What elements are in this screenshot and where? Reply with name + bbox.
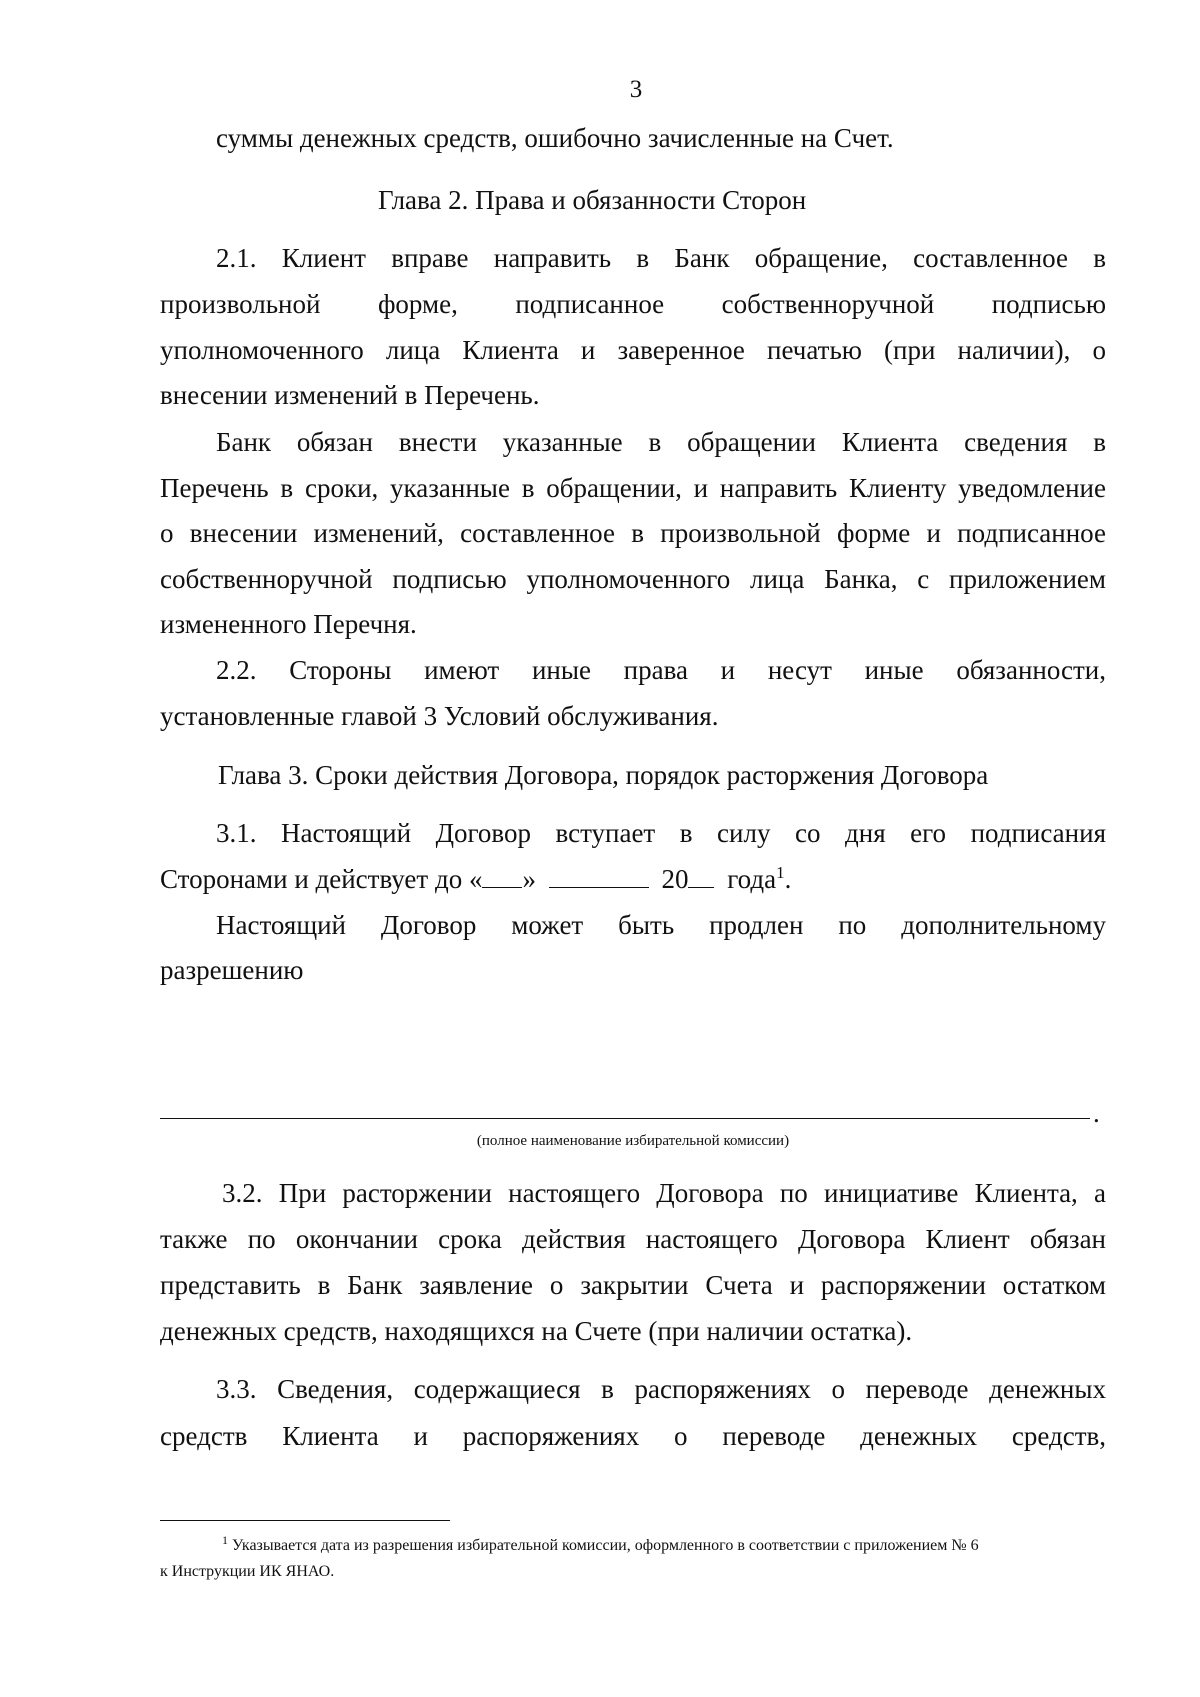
year-blank[interactable]	[688, 865, 714, 888]
paragraph-3-2-line: 3.2. При расторжении настоящего Договора по инициативе Клиента, а	[222, 1178, 1106, 1208]
footnote-reference[interactable]: 1	[776, 863, 785, 882]
paragraph-3-2-line: также по окончании срока действия настоящего Договора Клиент обязан	[160, 1224, 1106, 1254]
day-blank[interactable]	[482, 865, 522, 888]
paragraph-3-1-line: 3.1. Настоящий Договор вступает в силу со дня его подписания	[216, 818, 1106, 848]
paragraph-extension-line: разрешению	[160, 955, 304, 985]
paragraph-3-2-line: представить в Банк заявление о закрытии Счета и распоряжении остатком	[160, 1270, 1106, 1300]
paragraph-2-1-line: внесении изменений в Перечень.	[160, 380, 540, 410]
paragraph-2-1-line: произвольной форме, подписанное собственноручной подписью	[160, 289, 1106, 319]
footnote-text: Указывается дата из разрешения избирательной комиссии, оформленного в соответствии с приложением № 6	[232, 1537, 979, 1554]
commission-name-blank[interactable]	[160, 1118, 1090, 1119]
paragraph-2-1-line: уполномоченного лица Клиента и заверенное печатью (при наличии), о	[160, 335, 1106, 365]
paragraph-bank-line: Банк обязан внести указанные в обращении Клиента сведения в	[216, 427, 1106, 457]
continuation-text: суммы денежных средств, ошибочно зачисленные на Счет.	[216, 123, 894, 153]
paragraph-bank-line: собственноручной подписью уполномоченного лица Банка, с приложением	[160, 564, 1106, 594]
paragraph-3-3-line: средств Клиента и распоряжениях о переводе денежных средств,	[160, 1421, 1106, 1451]
commission-line-end: .	[1093, 1098, 1100, 1128]
paragraph-bank-line: Перечень в сроки, указанные в обращении, и направить Клиенту уведомление	[160, 473, 1106, 503]
footnote-line: к Инструкции ИК ЯНАО.	[160, 1563, 335, 1580]
paragraph-bank-line: о внесении изменений, составленное в произвольной форме и подписанное	[160, 518, 1106, 548]
paragraph-bank-line: измененного Перечня.	[160, 609, 417, 639]
footnote-line	[222, 1534, 1106, 1558]
paragraph-3-1-date-line	[160, 861, 1106, 897]
year-word: года	[727, 864, 777, 894]
date-quote-close: »	[522, 864, 536, 894]
chapter3-heading: Глава 3. Сроки действия Договора, порядок расторжения Договора	[218, 760, 989, 790]
document-page: 3 суммы денежных средств, ошибочно зачисленные на Счет. Глава 2. Права и обязанности Сторон 2.1. Клиент вправе направить в Банк обращение, составленное в произвольной форме, подписанное собственноручной подписью уполномоченного лица Клиента и заверенное печатью (при наличии), о внесении изменений в Перечень. Банк обязан внести указанные в обращении Клиента сведения в Перечень в сроки, указанные в обращении, и направить Клиенту уведомление о внесении изменений, составленное в произвольной форме и подписанное собственноручной подписью уполномоченного лица Банка, с приложением измененного Перечня. 2.2. Стороны имеют иные права и несут иные обязанности, установленные главой 3 Условий обслуживания. Глава 3. Сроки действия Договора, порядок расторжения Договора 3.1. Настоящий Договор вступает в силу со дня его подписания Сторонами и действует до « » 20 года$^1$. Настоящий Договор может быть продлен по дополнительному разрешению . (полное наименование избирательной комиссии) 3.2. При расторжении настоящего Договора по инициативе Клиента, а также по окончании срока действия настоящего Договора Клиент обязан представить в Банк заявление о закрытии Счета и распоряжении остатком денежных средств, находящихся на Счете (при наличии остатка). 3.3. Сведения, содержащиеся в распоряжениях о переводе денежных средств Клиента и распоряжениях о переводе денежных средств, $^1$ Указывается дата из разрешения избирательной комиссии, оформленного в соответствии с приложением № 6 к Инструкции ИК ЯНАО.	[0, 0, 1200, 1697]
commission-name-caption: (полное наименование избирательной комиссии)	[476, 1133, 790, 1149]
sentence-end: .	[784, 864, 792, 894]
month-blank[interactable]	[549, 865, 649, 888]
year-prefix: 20	[661, 864, 689, 894]
footnote-separator	[160, 1520, 450, 1521]
paragraph-2-1-line: 2.1. Клиент вправе направить в Банк обращение, составленное в	[216, 243, 1106, 273]
page-number: 3	[629, 76, 643, 103]
paragraph-2-2-line: установленные главой 3 Условий обслуживания.	[160, 701, 719, 731]
paragraph-2-2-line: 2.2. Стороны имеют иные права и несут иные обязанности,	[216, 655, 1106, 685]
paragraph-extension-line: Настоящий Договор может быть продлен по дополнительному	[216, 910, 1106, 940]
footnote-mark: 1	[222, 1532, 228, 1547]
date-prefix: Сторонами и действует до «	[160, 864, 483, 894]
paragraph-3-3-line: 3.3. Сведения, содержащиеся в распоряжениях о переводе денежных	[216, 1374, 1106, 1404]
paragraph-3-2-line: денежных средств, находящихся на Счете (при наличии остатка).	[160, 1316, 913, 1346]
